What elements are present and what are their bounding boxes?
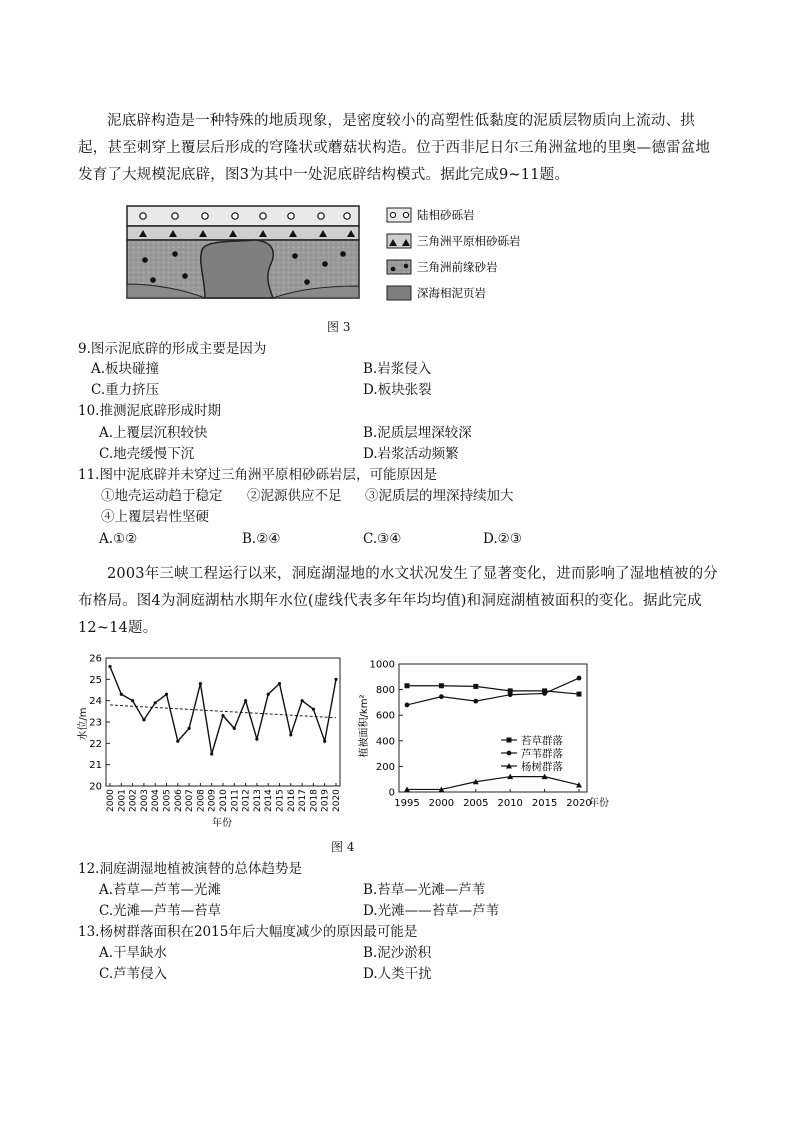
legend-label-3: 三角洲前缘砂岩 xyxy=(417,260,498,274)
reed-point xyxy=(577,676,582,681)
passage-dongting: 2003年三峡工程运行以来，洞庭湖湿地的水文状况发生了显著变化，进而影响了湿地植被的分布格局。图4为洞庭湖枯水期年水位(虚线代表多年年均均值)和洞庭湖植被面积的变化。据此完成12~14题。 xyxy=(78,566,718,636)
q10-option-d: D.岩浆活动频繁 xyxy=(363,446,459,462)
y-tick-label: 200 xyxy=(375,761,395,773)
passage-mud-diapir: 泥底辟构造是一种特殊的地质现象，是密度较小的高塑性低黏度的泥质层物质向上流动、拱起，甚至刺穿上覆层后形成的穹隆状或蘑菇状构造。位于西非尼日尔三角洲盆地的里奥—德雷盆地发育了大规模泥底辟，图3为其中一处泥底辟结构模式。据此完成9~11题。 xyxy=(78,113,711,183)
water-level-point xyxy=(142,718,145,721)
y-tick-label: 22 xyxy=(89,738,102,750)
x-tick-label: 2017 xyxy=(298,789,309,812)
x-tick-label: 2005 xyxy=(463,798,489,809)
x-tick-label: 2015 xyxy=(531,798,558,809)
question-11-stem: 11.图中泥底辟并未穿过三角洲平原相砂砾岩层，可能原因是 xyxy=(78,467,437,483)
y-tick-label: 21 xyxy=(89,760,102,772)
legend-label: 苔草群落 xyxy=(521,735,563,747)
x-tick-label: 2004 xyxy=(151,789,162,812)
water-level-point xyxy=(210,752,213,755)
water-level-point xyxy=(334,678,337,681)
legend-label-1: 陆相砂砾岩 xyxy=(417,208,475,222)
water-level-point xyxy=(188,727,191,730)
x-tick-label: 2016 xyxy=(286,789,297,812)
q13-option-c: C.芦苇侵入 xyxy=(99,966,168,982)
y-tick-label: 25 xyxy=(89,674,102,686)
legend-marker xyxy=(507,738,512,743)
q11-statement-3: ③泥质层的埋深持续加大 xyxy=(365,488,514,504)
x-tick-label: 2020 xyxy=(332,789,342,812)
q11-option-b: B.②④ xyxy=(242,531,281,547)
q11-statement-4: ④上覆层岩性坚硬 xyxy=(101,509,209,525)
reed-point xyxy=(542,691,547,696)
sedge-point xyxy=(577,692,582,697)
q10-option-c: C.地壳缓慢下沉 xyxy=(99,446,195,462)
legend-boxes xyxy=(387,208,411,300)
water-level-point xyxy=(108,665,111,668)
figure-3-caption: 图 3 xyxy=(327,320,351,334)
x-tick-label: 2000 xyxy=(428,798,455,809)
water-level-point xyxy=(244,699,247,702)
x-tick-label: 2006 xyxy=(173,789,184,812)
veg-chart-xlabel: 年份 xyxy=(589,798,609,809)
q11-option-a: A.①② xyxy=(99,531,138,547)
water-chart-ylabel: 水位/m xyxy=(78,707,89,741)
x-tick-label: 2011 xyxy=(230,789,241,812)
q10-option-a: A.上覆层沉积较快 xyxy=(99,425,208,441)
water-level-point xyxy=(278,682,281,685)
question-10-stem: 10.推测泥底辟形成时期 xyxy=(78,403,221,419)
x-tick-label: 2020 xyxy=(566,798,592,809)
x-tick-label: 2012 xyxy=(241,789,252,812)
water-level-point xyxy=(165,693,168,696)
q9-option-b: B.岩浆侵入 xyxy=(363,361,432,377)
y-tick-label: 1000 xyxy=(369,659,395,671)
figure-3-diagram xyxy=(125,204,545,316)
legend-marker xyxy=(507,751,512,756)
legend-label: 杨树群落 xyxy=(521,761,563,773)
q12-option-c: C.光滩—芦苇—苔草 xyxy=(99,903,222,919)
reed-point xyxy=(473,699,478,704)
water-level-point xyxy=(176,740,179,743)
y-tick-label: 24 xyxy=(89,696,102,708)
mud-diapir xyxy=(201,240,273,298)
x-tick-label: 2009 xyxy=(207,789,218,812)
water-level-point xyxy=(131,699,134,702)
water-level-chart xyxy=(72,652,352,830)
x-tick-label: 2001 xyxy=(117,789,128,812)
water-level-point xyxy=(323,740,326,743)
y-tick-label: 20 xyxy=(89,781,102,793)
water-level-point xyxy=(267,693,270,696)
question-9-stem: 9.图示泥底辟的形成主要是因为 xyxy=(78,341,267,357)
water-level-point xyxy=(154,701,157,704)
question-13-stem: 13.杨树群落面积在2015年后大幅度减少的原因最可能是 xyxy=(78,924,418,940)
y-tick-label: 23 xyxy=(89,717,102,729)
x-tick-label: 2019 xyxy=(320,789,331,812)
water-level-series-line xyxy=(110,667,336,754)
x-tick-label: 2005 xyxy=(162,789,173,812)
x-tick-label: 2003 xyxy=(139,789,150,812)
legend-label-4: 深海相泥页岩 xyxy=(417,286,486,300)
water-level-point xyxy=(312,708,315,711)
q9-option-d: D.板块张裂 xyxy=(363,382,432,398)
x-tick-label: 2008 xyxy=(196,789,207,812)
reed-point xyxy=(508,692,513,697)
water-level-point xyxy=(199,682,202,685)
water-level-point xyxy=(301,699,304,702)
water-level-point xyxy=(255,737,258,740)
reed-point xyxy=(405,703,410,708)
q13-option-b: B.泥沙淤积 xyxy=(363,945,432,961)
q11-statement-2: ②泥源供应不足 xyxy=(247,488,342,504)
series-line-3 xyxy=(407,777,579,790)
water-level-point xyxy=(221,714,224,717)
q13-option-d: D.人类干扰 xyxy=(363,966,432,982)
x-tick-label: 2010 xyxy=(497,798,523,809)
y-tick-label: 400 xyxy=(375,736,395,748)
q11-option-c: C.③④ xyxy=(363,531,402,547)
x-tick-label: 2014 xyxy=(264,789,275,812)
vegetation-area-chart xyxy=(355,656,617,814)
x-tick-label: 2013 xyxy=(252,789,263,812)
sedge-point xyxy=(473,684,478,689)
legend-label-2: 三角洲平原相砂砾岩 xyxy=(417,234,521,248)
water-level-point xyxy=(289,733,292,736)
question-12-stem: 12.洞庭湖湿地植被演替的总体趋势是 xyxy=(78,861,302,877)
q12-option-b: B.苔草—光滩—芦苇 xyxy=(363,882,486,898)
water-plot-frame xyxy=(106,658,340,786)
q13-option-a: A.干旱缺水 xyxy=(99,945,168,961)
figure-4-caption: 图 4 xyxy=(331,840,355,854)
x-tick-label: 2018 xyxy=(309,789,320,812)
reed-point xyxy=(439,694,444,699)
x-tick-label: 2007 xyxy=(185,789,196,812)
y-tick-label: 800 xyxy=(375,685,395,697)
q10-option-b: B.泥质层埋深较深 xyxy=(363,425,472,441)
sedge-point xyxy=(405,683,410,688)
x-tick-label: 2015 xyxy=(275,789,286,812)
y-tick-label: 26 xyxy=(89,653,102,665)
sedge-point xyxy=(439,683,444,688)
veg-chart-ylabel: 植被面积/km² xyxy=(359,694,370,758)
q11-statement-1: ①地壳运动趋于稳定 xyxy=(101,488,223,504)
q9-option-c: C.重力挤压 xyxy=(91,382,160,398)
y-tick-label: 0 xyxy=(388,787,395,799)
legend-label: 芦苇群落 xyxy=(521,748,563,760)
water-level-point xyxy=(233,727,236,730)
water-level-point xyxy=(120,693,123,696)
y-tick-label: 600 xyxy=(375,710,395,722)
x-tick-label: 2010 xyxy=(219,789,229,812)
x-tick-label: 2002 xyxy=(128,789,139,812)
q11-option-d: D.②③ xyxy=(483,531,522,547)
q9-option-a: A.板块碰撞 xyxy=(91,361,160,377)
q12-option-d: D.光滩——苔草—芦苇 xyxy=(363,903,500,919)
x-tick-label: 1995 xyxy=(394,798,420,809)
q12-option-a: A.苔草—芦苇—光滩 xyxy=(99,882,222,898)
x-tick-label: 2000 xyxy=(106,789,116,812)
water-chart-xlabel: 年份 xyxy=(212,818,232,829)
